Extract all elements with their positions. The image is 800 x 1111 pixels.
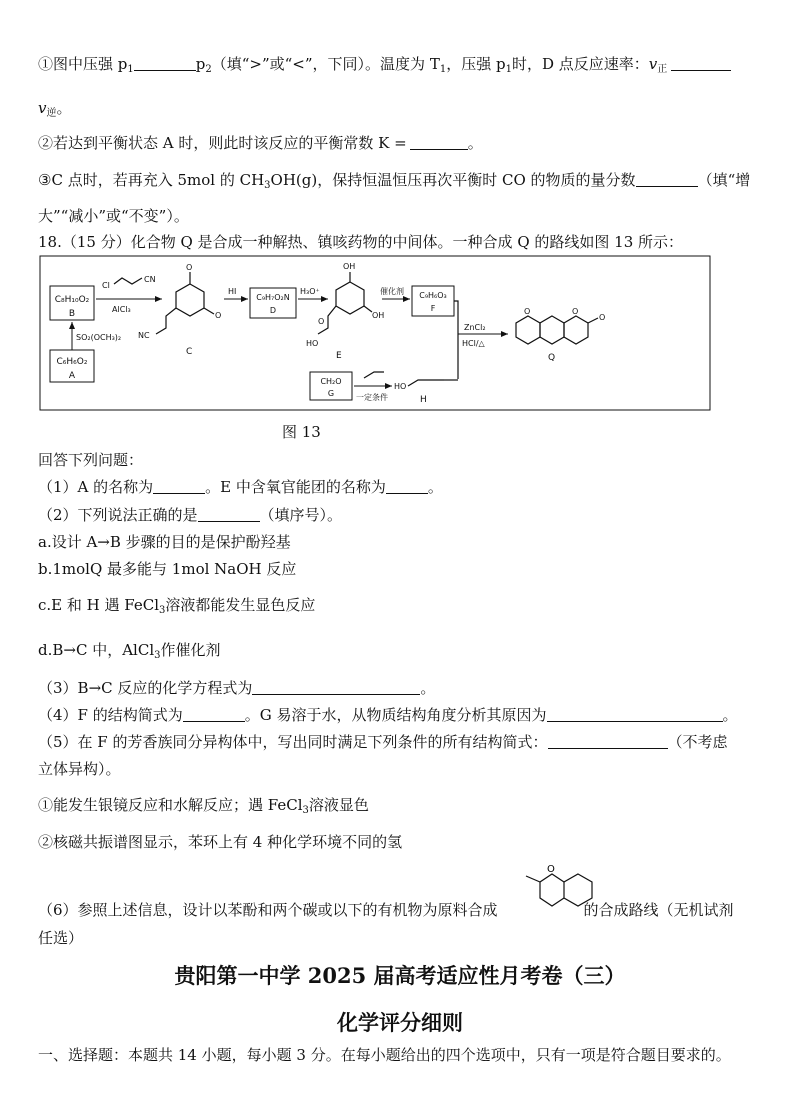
line-f-down xyxy=(454,301,458,379)
compound-q-label: Q xyxy=(548,353,556,363)
reagent-zncl2: ZnCl₂ xyxy=(464,323,486,332)
section-1-text: 一、选择题：本题共 14 小题，每小题 3 分。在每小题给出的四个选项中，只有一项是符合题目要求的。 xyxy=(38,1046,731,1064)
answer-blank[interactable] xyxy=(636,171,698,187)
reagent-bc-chain xyxy=(114,278,142,284)
compound-q-o3: O xyxy=(599,313,606,322)
q18-q3-text: （3）B→C 反应的化学方程式为 xyxy=(38,679,253,697)
methyl-group xyxy=(526,876,540,882)
q17-p3-hint1: （填“增 xyxy=(697,171,751,189)
compound-e-label: E xyxy=(336,351,342,361)
answer-prompt xyxy=(38,450,143,470)
q17-p3-hint2: 大”“减小”或“不变”）。 xyxy=(38,207,189,225)
sub-forward: 正 xyxy=(657,64,668,75)
q18-q4-text: （4）F 的结构简式为 xyxy=(38,706,183,724)
q17-p1-cond: ，压强 p xyxy=(446,55,506,73)
sub-1: 1 xyxy=(439,64,447,75)
option-c-post: 溶液都能发生显色反应 xyxy=(165,596,316,614)
reagent-hcl: HCl/△ xyxy=(462,339,485,348)
answer-blank[interactable] xyxy=(410,134,468,150)
compound-f-label: F xyxy=(430,304,436,313)
q18-q5-hint1: （不考虑 xyxy=(667,733,728,751)
compound-c-label: C xyxy=(186,347,193,357)
answer-blank[interactable] xyxy=(547,706,723,722)
option-b xyxy=(38,559,296,579)
reagent-ef: 催化剂 xyxy=(380,287,404,296)
compound-q-ring3 xyxy=(564,316,588,344)
q17-p1-mid: p xyxy=(195,55,206,73)
option-d-pre: d.B→C 中，AlCl xyxy=(38,641,155,659)
period: 。 xyxy=(722,706,738,724)
q18-sub5 xyxy=(38,732,728,752)
compound-e-ho: HO xyxy=(306,339,319,348)
reagent-gh-alkyne xyxy=(364,372,384,378)
q18-sub5-line2 xyxy=(38,759,121,779)
compound-a-label: A xyxy=(68,371,76,381)
reagent-ab: SO₂(OCH₃)₂ xyxy=(76,333,122,342)
q18-q1-text: （1）A 的名称为 xyxy=(38,478,154,496)
q17-p3-mid: OH xyxy=(270,171,296,189)
compound-q-ring2 xyxy=(540,316,564,344)
sub-1: 1 xyxy=(505,64,512,75)
answer-blank[interactable] xyxy=(198,506,260,522)
option-c xyxy=(38,595,315,615)
period: 。 xyxy=(467,134,483,152)
q18-q5-hint2: 立体异构）。 xyxy=(38,760,121,778)
compound-g-formula: CH₂O xyxy=(320,377,342,386)
q18-sub2 xyxy=(38,505,342,525)
q18-sub6-line2 xyxy=(38,928,83,948)
answer-blank[interactable] xyxy=(252,679,420,695)
compound-h-label: H xyxy=(420,395,427,405)
condition-1-post: 溶液显色 xyxy=(308,796,369,814)
q18-sub1 xyxy=(38,477,443,497)
benzene-ring xyxy=(564,874,592,906)
q17-part3-line2 xyxy=(38,206,189,226)
sub-3: 3 xyxy=(159,605,166,616)
q17-p1-prefix: ①图中压强 p xyxy=(38,55,128,73)
reagent-de: H₃O⁺ xyxy=(300,287,320,296)
answer-blank[interactable] xyxy=(134,55,196,71)
compound-a-formula: C₆H₆O₂ xyxy=(56,357,88,367)
figure-caption-text: 图 13 xyxy=(282,423,321,441)
option-d xyxy=(38,640,221,660)
compound-g-label: G xyxy=(327,389,335,398)
q18-q1-mid: 。E 中含氧官能团的名称为 xyxy=(205,478,386,496)
answer-blank[interactable] xyxy=(183,706,245,722)
sub-reverse: 逆 xyxy=(46,108,57,119)
sub-3: 3 xyxy=(154,650,161,661)
answer-blank[interactable] xyxy=(548,733,668,749)
compound-b-label: B xyxy=(68,309,76,319)
footer-title-2: 化学评分细则 xyxy=(337,1010,463,1035)
q18-q2-hint: （填序号）。 xyxy=(259,506,343,524)
compound-d-label: D xyxy=(269,306,277,315)
velocity-symbol: v xyxy=(648,55,658,73)
sub-1: 1 xyxy=(127,64,134,75)
compound-q-ring1 xyxy=(516,316,540,344)
answer-blank[interactable] xyxy=(386,478,428,494)
compound-q-o1: O xyxy=(524,307,531,316)
q17-part3-line xyxy=(38,170,750,190)
q18-q2-text: （2）下列说法正确的是 xyxy=(38,506,198,524)
condition-2 xyxy=(38,832,402,852)
q17-part1-line xyxy=(38,54,731,74)
q18-intro-text: 18.（15 分）化合物 Q 是合成一种解热、镇咳药物的中间体。一种合成 Q 的路线如图 13 所示： xyxy=(38,233,684,251)
footer-title-1: 贵阳第一中学 2025 届高考适应性月考卷（三） xyxy=(174,963,626,988)
figure-caption xyxy=(282,422,321,442)
compound-d-formula: C₉H₇O₂N xyxy=(256,293,290,302)
option-d-post: 作催化剂 xyxy=(160,641,221,659)
period: 。 xyxy=(420,679,436,697)
compound-c-ring xyxy=(176,284,204,316)
reagent-bc-cat: AlCl₃ xyxy=(112,305,131,314)
compound-c-o2: O xyxy=(215,311,222,320)
condition-2-text: ②核磁共振谱图显示，苯环上有 4 种化学环境不同的氢 xyxy=(38,833,403,851)
target-structure-2-methyl-chromene xyxy=(516,860,606,920)
synthesis-scheme xyxy=(38,254,718,414)
answer-blank[interactable] xyxy=(671,55,731,71)
compound-c-nc: NC xyxy=(138,331,150,340)
q17-p3-g: (g) xyxy=(295,171,318,189)
pyran-ring xyxy=(540,874,564,906)
q17-p1-tail: 时，D 点反应速率： xyxy=(511,55,649,73)
q17-part1-line2 xyxy=(38,98,72,118)
q18-intro xyxy=(38,232,683,252)
reagent-bc-cl: Cl xyxy=(102,281,110,290)
option-b-text: b.1molQ 最多能与 1mol NaOH 反应 xyxy=(38,560,297,578)
q17-part2-line xyxy=(38,133,483,153)
compound-e-oh2: OH xyxy=(372,311,385,320)
period: 。 xyxy=(56,99,72,117)
reagent-bc-cn: CN xyxy=(144,275,156,284)
q17-p1-hint: （填“>”或“<”，下同）。温度为 T xyxy=(211,55,440,73)
period: 。 xyxy=(427,478,443,496)
section-1-heading xyxy=(38,1045,731,1065)
compound-h-chain xyxy=(408,380,444,386)
option-a-text: a.设计 A→B 步骤的目的是保护酚羟基 xyxy=(38,533,291,551)
q18-q4-mid: 。G 易溶于水，从物质结构角度分析其原因为 xyxy=(244,706,547,724)
condition-1-pre: ①能发生银镜反应和水解反应；遇 FeCl xyxy=(38,796,303,814)
option-c-pre: c.E 和 H 遇 FeCl xyxy=(38,596,160,614)
q18-q6-line2: 任选） xyxy=(38,929,84,947)
velocity-symbol: v xyxy=(38,99,47,117)
q17-p3-tail: ，保持恒温恒压再次平衡时 CO 的物质的量分数 xyxy=(317,171,636,189)
q17-p3-prefix: ③C 点时，若再充入 5mol 的 CH xyxy=(38,171,265,189)
answer-prompt-text: 回答下列问题： xyxy=(38,451,144,469)
compound-c-o1: O xyxy=(186,263,193,272)
reagent-cd: HI xyxy=(228,287,237,296)
q17-p2-text: ②若达到平衡状态 A 时，则此时该反应的平衡常数 K = xyxy=(38,134,407,152)
q18-sub6 xyxy=(38,900,734,920)
compound-b-formula: C₈H₁₀O₂ xyxy=(54,295,90,305)
q18-q6-post: 的合成路线（无机试剂 xyxy=(583,901,734,919)
compound-f-formula: C₉H₆O₃ xyxy=(419,291,447,300)
q18-q5-text: （5）在 F 的芳香族同分异构体中，写出同时满足下列条件的所有结构简式： xyxy=(38,733,548,751)
reagent-gh: 一定条件 xyxy=(356,393,388,402)
compound-h-ho: HO xyxy=(394,382,407,391)
compound-q-o2: O xyxy=(572,307,579,316)
q18-sub4 xyxy=(38,705,738,725)
oxygen-atom: O xyxy=(547,864,555,875)
compound-e-o: O xyxy=(318,317,325,326)
compound-e-ring xyxy=(336,282,364,314)
q18-q6-pre: （6）参照上述信息，设计以苯酚和两个碳或以下的有机物为原料合成 xyxy=(38,901,498,919)
sub-3: 3 xyxy=(302,805,309,816)
option-a xyxy=(38,532,291,552)
sub-3: 3 xyxy=(264,180,271,191)
sub-2: 2 xyxy=(205,64,212,75)
compound-e-oh1: OH xyxy=(343,262,356,271)
condition-1 xyxy=(38,795,369,815)
answer-blank[interactable] xyxy=(153,478,205,494)
q18-sub3 xyxy=(38,678,435,698)
